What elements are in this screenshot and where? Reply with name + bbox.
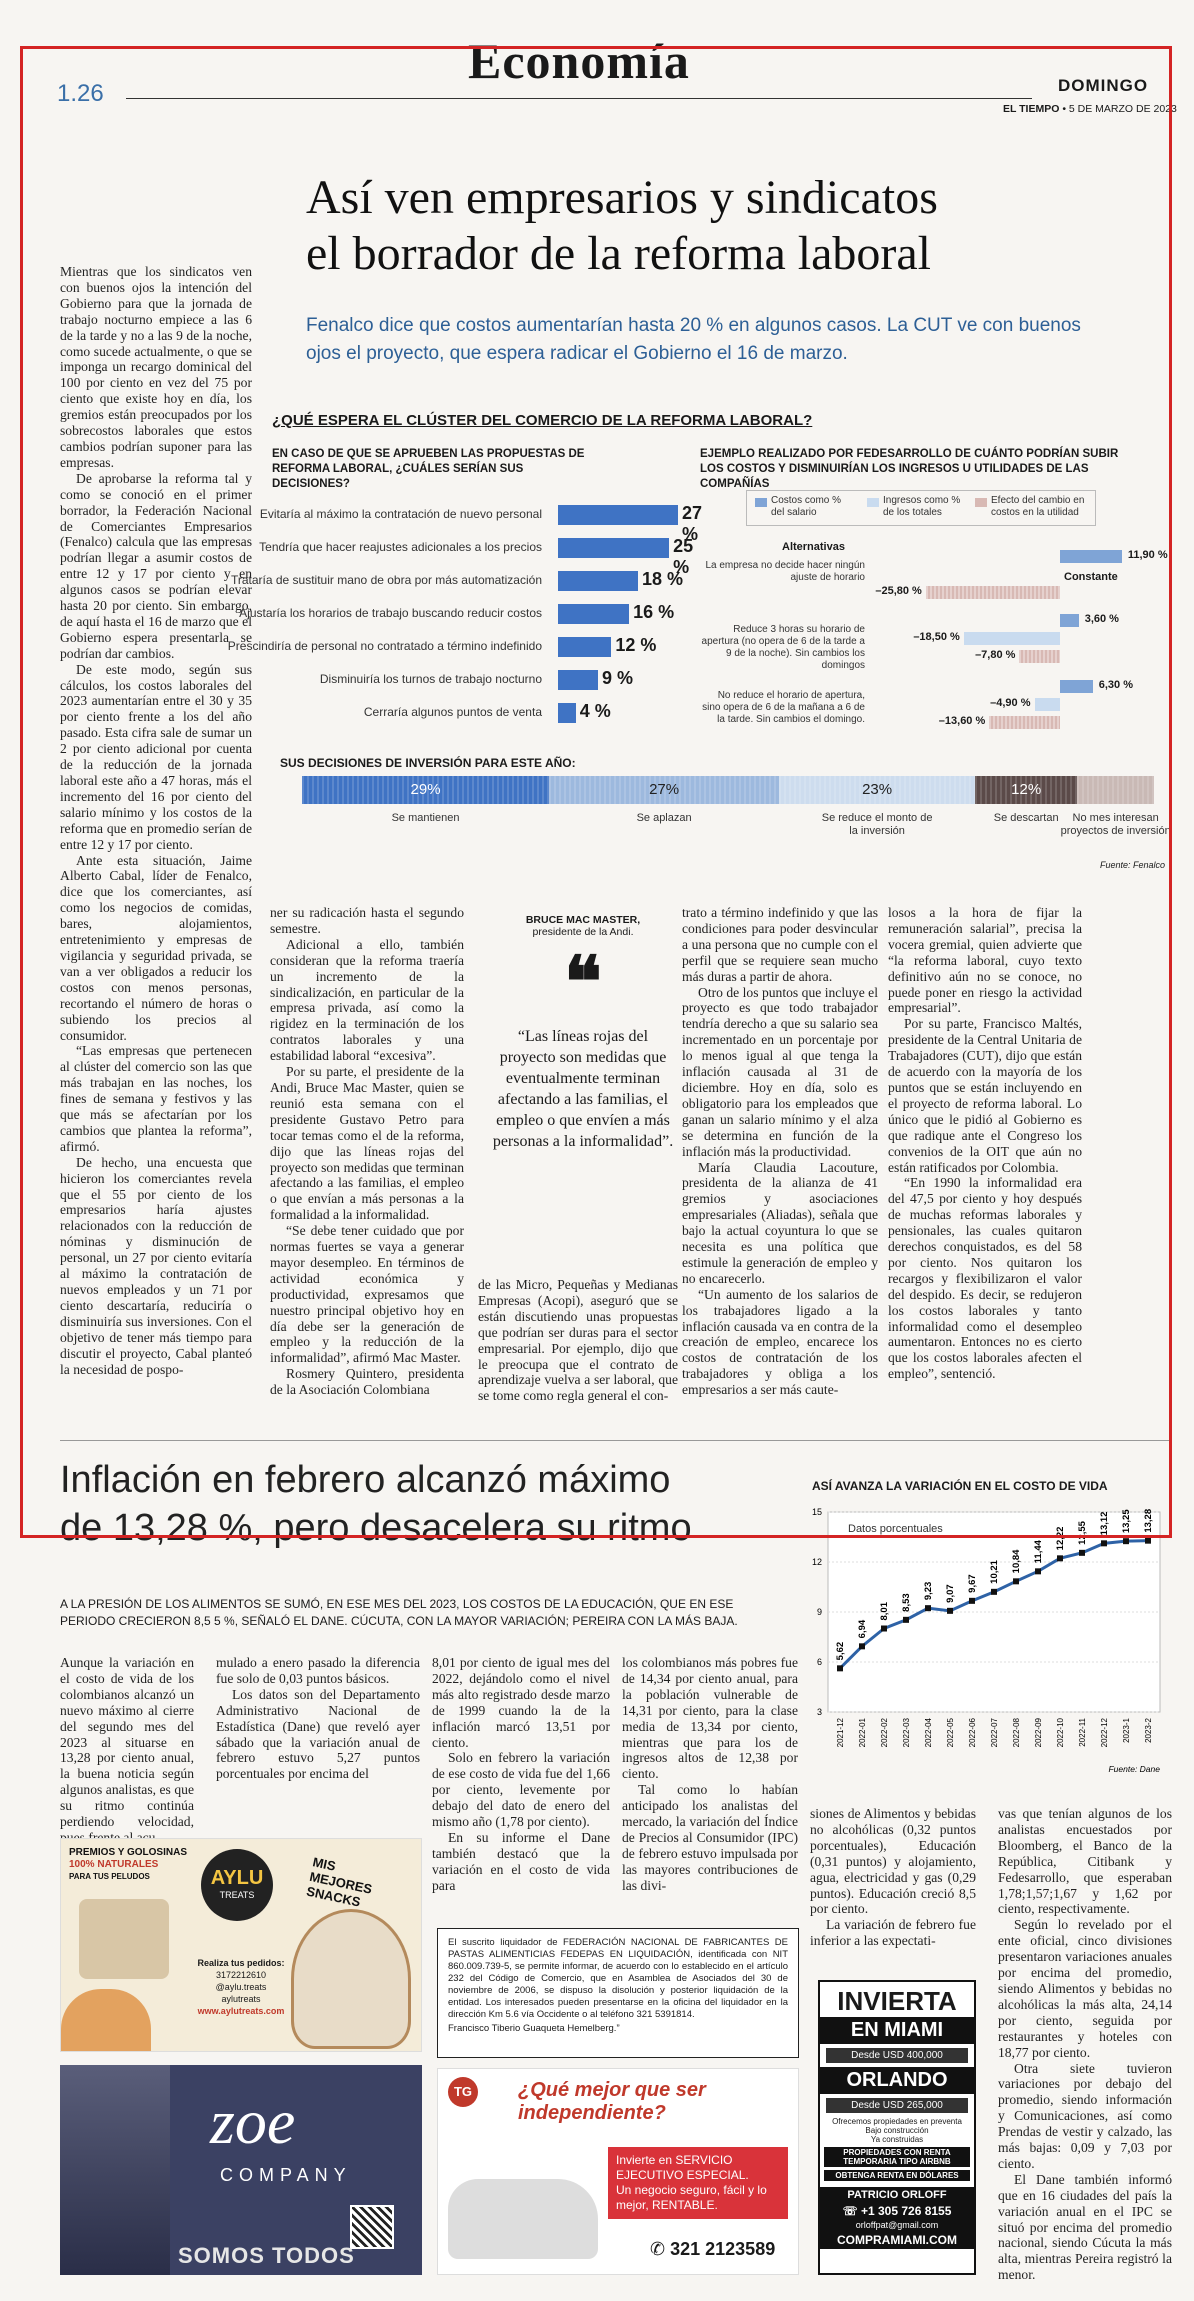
infographic-title: ¿QUÉ ESPERA EL CLÚSTER DEL COMERCIO DE LA REFORMA LABORAL? [272, 412, 813, 429]
paragraph: Otro de los puntos que incluye el proyecto es que todo trabajador tendría derecho a que su salario sea incrementado en un porcentaje por lo menos igual al que tenga la inflación causada al 31 de diciembre. Hoy en día, solo es obligatorio para los empleados que ganan un salario mínimo y el alza se determina en función de la inflación más la productividad. [682, 984, 878, 1159]
notice-text: El suscrito liquidador de FEDERACIÓN NACIONAL DE FABRICANTES DE PASTAS ALIMENTICIAS FEDEPAS EN LIQUIDACIÓN, identificada con NIT 860.009.739-5, se permite informar, de acuerdo con lo establecido en el artículo 232 del Código de Comercio, que en Asamblea de Asociados del 30 de noviembre de 2006, se dispuso la disolución y posterior liquidación de la entidad. Los interesados pueden presentarse en la oficina del liquidador en la dirección Km 5.6 vía Occidente o al teléfono 321 5391814. [448, 1937, 788, 2020]
data-point [947, 1608, 953, 1614]
cat-image [61, 1989, 151, 2052]
legend-income: Ingresos como % de los totales [883, 495, 961, 518]
aylu-line1: PREMIOS Y GOLOSINAS [69, 1847, 187, 1858]
fed-value-label: 6,30 % [1098, 679, 1133, 691]
fed-value-label: –13,60 % [938, 715, 986, 727]
constant-head: Constante [1064, 571, 1118, 583]
miami-phone-number: +1 305 726 8155 [860, 2204, 952, 2218]
zoe-ad[interactable] [60, 2065, 422, 2275]
miami-t5: OBTENGA RENTA EN DÓLARES [824, 2170, 970, 2181]
page-number: 1.26 [57, 80, 104, 107]
tg-line1: Invierte en SERVICIO EJECUTIVO ESPECIAL. [616, 2153, 749, 2182]
miami-h2: EN MIAMI [820, 2017, 974, 2044]
miami-email: orloffpat@gmail.com [820, 2219, 974, 2231]
aylu-ad[interactable] [60, 1838, 422, 2052]
tg-question: ¿Qué mejor que ser independiente? [518, 2079, 706, 2124]
data-label: 10,84 [1011, 1549, 1022, 1574]
y-axis-label: Datos porcentuales [848, 1523, 943, 1535]
miami-h1: INVIERTA [837, 1986, 957, 2016]
data-point [837, 1665, 843, 1671]
tg-offer [608, 2147, 788, 2219]
miami-t2: Bajo construcción [865, 2126, 929, 2135]
data-label: 13,28 [1143, 1508, 1154, 1533]
miami-t1: Ofrecemos propiedades en preventa [832, 2117, 962, 2126]
chart-source: Fuente: Dane [1108, 1764, 1160, 1774]
stack-value-label: 29% [410, 781, 441, 798]
article2-title-line2: de 13,28 %, pero desacelera su ritmo [60, 1507, 692, 1549]
bar-value-label: 25 % [673, 536, 694, 577]
bar-value-label: 4 % [579, 701, 611, 721]
article1-title-line1: Así ven empresarios y sindicatos [306, 171, 938, 224]
tg-phone-number: 321 2123589 [670, 2239, 776, 2259]
data-point [1123, 1538, 1129, 1544]
qr-code [350, 2205, 394, 2249]
bar-value-label: 27 % [682, 503, 703, 544]
zoe-tag: SOMOS TODOS [178, 2243, 355, 2268]
bar-category-label: Ajustaría los horarios de trabajo buscando reducir costos [239, 606, 542, 620]
paragraph: “Las empresas que pertenecen al clúster del comercio son las que más trabajan en las noches, los fines de semana y festivos y las que más se afectarían por los cambios que plantea la reforma”, afirmó. [60, 1043, 252, 1154]
legend-costs: Costos como % del salario [771, 495, 842, 518]
person-image [60, 2065, 170, 2275]
paragraph: María Claudia Lacouture, presidenta de la alianza de 41 gremios y asociaciones empresariales (Aliadas), señala que bajo la actual coyuntura lo que se necesita es una política que estimule la generación de empleo y no encarecerlo. [682, 1159, 878, 1286]
notice-sign: Francisco Tiberio Guaqueta Hemelberg.” [448, 2023, 620, 2034]
article2-col1 [60, 1655, 194, 1846]
paragraph: vas que tenían algunos de los analistas encuestados por Bloomberg, el Banco de la República, Citibank y Fedesarrollo, que esperaban 1,78;1,57;1,67 y 1,62 por ciento, respectivamente. [998, 1806, 1172, 1917]
aylu-text [69, 1847, 187, 1883]
data-label: 13,12 [1099, 1511, 1110, 1536]
aylu-brand2: TREATS [219, 1890, 255, 1900]
x-tick-label: 2022-05 [946, 1718, 955, 1748]
paragraph: “Un aumento de los salarios de los trabajadores ligado a la inflación causada va en contra de la creación de empleo, encarece los costos de contratación de los trabajadores y obliga a los empresarios a ser más caute- [682, 1286, 878, 1398]
paragraph: De hecho, una encuesta que hicieron los comerciantes revela que el 55 por ciento de los empresarios haría ajustes relacionados con la reducción de nóminas y disminución de personal, un 27 por ciento evitaría al máximo la contratación de nuevos empleados y un 71 por ciento descartaría, reduciría o disminuiría sus inversiones. Con el objetivo de tener más tiempo para discutir el proyecto, Cabal planteó la necesidad de pospo- [60, 1154, 252, 1377]
data-label: 10,21 [989, 1560, 1000, 1584]
miami-t3: Ya construidas [870, 2135, 924, 2144]
paragraph: “Se debe tener cuidado que por normas fuertes se vaya a generar mayor desempleo. En términos de actividad económica y productividad, expresamos que nuestro principal objetivo hoy en día debe ser la generación de empleo y la reducción de la informalidad”, afirmó Mac Master. [270, 1223, 464, 1366]
data-point [1101, 1540, 1107, 1546]
fed-value-label: –18,50 % [913, 631, 960, 643]
paragraph: mulado a enero pasado la diferencia fue solo de 0,03 puntos básicos. [216, 1655, 420, 1686]
miami-h3: ORLANDO [820, 2067, 974, 2094]
data-point [1145, 1538, 1151, 1544]
data-label: 9,23 [923, 1581, 934, 1601]
quote-name: BRUCE MAC MASTER, [525, 914, 641, 926]
fed-value-label: –4,90 % [990, 697, 1031, 709]
x-tick-label: 2022-10 [1056, 1718, 1065, 1748]
brand-name: EL TIEMPO [1003, 103, 1060, 115]
data-point [1035, 1568, 1041, 1574]
miami-t4: PROPIEDADES CON RENTA TEMPORARIA TIPO AIRBNB [824, 2147, 970, 2167]
fedesarrollo-title: EJEMPLO REALIZADO POR FEDESARROLLO DE CUÁNTO PODRÍAN SUBIR LOS COSTOS Y DISMINUIRÍAN LOS INGRESOS U UTILIDADES DE LAS COMPAÑÍAS [700, 448, 1119, 490]
aylu-brand: AYLU [210, 1867, 264, 1889]
article1-subtitle: Fenalco dice que costos aumentarían hasta 20 % en algunos casos. La CUT ve con buenos ojos el proyecto, que espera radicar el Gobierno el 16 de marzo. [306, 315, 1081, 364]
fed-value-label: –7,80 % [975, 649, 1016, 661]
miami-name: PATRICIO ORLOFF [820, 2187, 974, 2203]
car-image [448, 2179, 598, 2259]
x-tick-label: 2021-12 [836, 1718, 845, 1748]
paragraph: Ante esta situación, Jaime Alberto Cabal, líder de Fenalco, dice que los comerciantes, así como los negocios de comidas, bares, alojamientos, entretenimiento y empresas de vigilancia y seguridad privada, se van a ver obligados a reducir los costos con menos personas, recortando el número de horas o subiendo los precios al consumidor. [60, 852, 252, 1043]
x-tick-label: 2022-09 [1034, 1718, 1043, 1748]
paragraph: Los datos son del Departamento Administrativo Nacional de Estadística (Dane) que reveló ayer sábado que la variación anual de febrero estuvo 5,27 puntos porcentuales por encima del [216, 1686, 420, 1782]
y-tick-label: 3 [816, 1707, 822, 1717]
bar-category-label: Evitaría al máximo la contratación de nuevo personal [259, 507, 542, 521]
section-title: Economía [468, 33, 690, 89]
x-tick-label: 2023-1 [1122, 1718, 1131, 1743]
paragraph: ner su radicación hasta el segundo semestre. [270, 905, 464, 936]
aylu-line3: PARA TUS PELUDOS [69, 1872, 150, 1881]
investment-title: SUS DECISIONES DE INVERSIÓN PARA ESTE AÑO: [280, 756, 576, 770]
aylu-web: www.aylutreats.com [197, 2006, 285, 2016]
y-tick-label: 9 [816, 1607, 822, 1617]
paragraph: Aunque la variación en el costo de vida de los colombianos alcanzó un nuevo máximo al cierre del segundo mes del 2023 al situarse en 13,28 por ciento anual, la buena noticia según algunos analistas, es que su ritmo continúa perdiendo velocidad, [60, 1655, 194, 1830]
aylu-logo [201, 1849, 273, 1921]
article1-title-line2: el borrador de la reforma laboral [306, 227, 932, 280]
miami-ad[interactable] [818, 1980, 976, 2275]
alternative-label: La empresa no decide hacer ningún ajuste de horario [705, 560, 865, 583]
article2-col5 [810, 1806, 976, 1949]
paragraph: En su informe el Dane también destacó que la variación en el costo de vida para [432, 1829, 610, 1893]
zoe-brand: zoe [210, 2086, 296, 2157]
aylu-fb: aylutreats [221, 1994, 261, 2004]
data-point [903, 1617, 909, 1623]
quote-text: “Las líneas rojas del proyecto son medidas que eventualmente terminan afectando a las familias, el empleo o que envíen a más personas a la informalidad”. [492, 1028, 674, 1150]
x-tick-label: 2023-2 [1144, 1718, 1153, 1743]
data-point [969, 1598, 975, 1604]
infographic-source: Fuente: Fenalco [1100, 860, 1166, 870]
header-day: DOMINGO [1058, 76, 1149, 95]
paragraph: trato a término indefinido y que las condiciones para poder desvincular a una persona que no cumple con el perfil que se requiere sean mucho más duras a partir de ahora. [682, 905, 878, 984]
paragraph: De este modo, según sus cálculos, los costos laborales del 2023 aumentarían entre el 30 y 35 por ciento frente a los del año pasado. Esta cifra sale de sumar un 2 por ciento adicional por cuenta de la reducción de la jornada laboral este año a 47 horas, más el incremento del 16 por ciento del salario mínimo y los costos de la reforma que en promedio serían de entre 12 y 17 por ciento. [60, 661, 252, 852]
dog-illustration [291, 1909, 411, 2049]
fed-value-label: –25,80 % [875, 585, 922, 597]
x-tick-label: 2022-02 [880, 1718, 889, 1748]
x-tick-label: 2022-08 [1012, 1718, 1021, 1748]
data-label: 13,25 [1121, 1509, 1132, 1534]
data-point [881, 1626, 887, 1632]
alternative-label: Reduce 3 horas su horario de apertura (no opera de 6 de la tarde a 9 de la noche). Sin cambios los domingos [701, 624, 865, 671]
paragraph: Adicional a ello, también consideran que la reforma traería un incremento de la sindicalización, en particular de la empresa privada, así como la rigidez en la terminación de los contratos laborales y una estabilidad laboral “excesiva”. [270, 936, 464, 1064]
fed-value-label: 11,90 % [1127, 549, 1168, 561]
quote-mark-icon: ❝ [564, 943, 602, 1021]
x-tick-label: 2022-11 [1078, 1718, 1087, 1747]
infographic-question: EN CASO DE QUE SE APRUEBEN LAS PROPUESTAS DE REFORMA LABORAL, ¿CUÁLES SERÍAN SUS DECISIONES? [272, 448, 585, 490]
paragraph: los colombianos más pobres fue de 14,34 por ciento anual, para la población vulnerable de 14,31 por ciento, para la clase media de 13,34 por ciento, mientras que para los de ingresos altos de 12,38 por ciento. [622, 1655, 798, 1782]
aylu-ig: @aylu.treats [215, 1982, 267, 1992]
data-label: 8,53 [901, 1593, 912, 1612]
bar-category-label: Trataría de sustituir mano de obra por más automatización [230, 573, 542, 587]
aylu-snacks: MIS MEJORES SNACKS [305, 1854, 374, 1910]
data-label: 12,22 [1055, 1526, 1066, 1551]
phone-icon: ✆ [650, 2239, 666, 2259]
paragraph: Otra siete tuvieron variaciones por debajo del promedio, siendo información y Comunicaciones, así como Prendas de vestir y calzado, las más bajas: 0,09 y 7,03 por ciento. [998, 2060, 1172, 2171]
zoe-sub: COMPANY [220, 2165, 352, 2185]
stack-value-label: 27% [649, 781, 680, 798]
data-label: 12,55 [1077, 1521, 1088, 1545]
x-tick-label: 2022-01 [858, 1718, 867, 1748]
stack-category-label: No mes interesan proyectos de inversión [1060, 812, 1171, 837]
paragraph: De aprobarse la reforma tal y como se conoció en el primer borrador, la Federación Nacional de Comerciantes Empresarios (Fenalco) calcula que las empresas podrían llegar a asumir costos de entre 12 y 17 por ciento y en algunos casos se podrían elevar hasta 20 por ciento. Sin embargo, de aquí hasta el 16 de marzo que el Gobierno espera presentarla se podrían dar cambios. [60, 470, 252, 661]
paragraph: Mientras que los sindicatos ven con buenos ojos la intención del Gobierno para que la jornada de trabajo nocturno empiece a las 6 de la tarde y no a las 9 de la noche, como sucede actualmente, o que se imponga un recargo dominical del 100 por ciento en vez del 75 por ciento que existe hoy en día, los gremios están preocupados por los sobrecostos laborales que estos cambios podrían suponer para las empresas. [60, 264, 252, 470]
data-label: 5,62 [835, 1641, 846, 1661]
paragraph: 8,01 por ciento de igual mes del 2022, dejándolo como el nivel más alto registrado desde marzo de 1999 cuando la de la inflación marcó 13,51 por ciento. [432, 1655, 610, 1750]
bar-category-label: Tendría que hacer reajustes adicionales a los precios [259, 540, 542, 554]
selection-frame [20, 46, 1172, 1538]
x-tick-label: 2022-03 [902, 1718, 911, 1748]
bar-category-label: Cerraría algunos puntos de venta [363, 705, 542, 719]
data-label: 6,94 [857, 1619, 868, 1639]
bar-value-label: 9 % [602, 668, 634, 688]
stack-value-label: 23% [862, 781, 893, 798]
data-point [1013, 1578, 1019, 1584]
y-tick-label: 15 [811, 1507, 822, 1517]
data-label: 8,01 [879, 1602, 890, 1621]
data-point [925, 1605, 931, 1611]
paragraph: Según lo revelado por el ente oficial, cinco divisiones presentaron variaciones anuales por encima del promedio, siendo Alimentos y bebidas no alcohólicas la más alta, 24,14 por ciento, seguida por restaurantes y hoteles con 18,77 por ciento. [998, 1917, 1172, 2060]
stack-category-label: Se descartan [993, 812, 1059, 824]
alternatives-head: Alternativas [782, 541, 845, 553]
x-tick-label: 2022-07 [990, 1718, 999, 1748]
paragraph: losos a la hora de fijar la remuneración salarial”, precisa la vocera gremial, quien advierte que “la reforma laboral, cuyo texto definitivo aún no se conoce, no puede poner en riesgo la actividad empresarial”. [888, 905, 1082, 1016]
data-label: 11,44 [1033, 1540, 1044, 1564]
data-label: 9,67 [967, 1574, 978, 1593]
paragraph: Por su parte, Francisco Maltés, presidente de la Central Unitaria de Trabajadores (CUT), dijo que están de acuerdo con la mayoría de los puntos que se están incluyendo en el proyecto de reforma laboral. Lo único que le pidió al Gobierno es que radique ante el Congreso los convenios de la OIT que aún no están ratificados por Colombia. [888, 1016, 1082, 1175]
paragraph: Por su parte, el presidente de la Andi, Bruce Mac Master, quien se reunió esta semana con el presidente Gustavo Petro para tocar temas como el de la reforma, dijo que las líneas rojas del proyecto son medidas que terminan afectando a las familias, el empleo o que envían a más personas a la formalidad a la informalidad. [270, 1064, 464, 1223]
paragraph: Rosmery Quintero, presidenta de la Asociación Colombiana [270, 1366, 464, 1398]
aylu-line2: 100% NATURALES [69, 1859, 159, 1870]
inflation-chart-title: ASÍ AVANZA LA VARIACIÓN EN EL COSTO DE VIDA [812, 1479, 1108, 1493]
legal-notice [437, 1928, 799, 2058]
bar-value-label: 18 % [642, 569, 684, 589]
bar-category-label: Prescindiría de personal no contratado a término indefinido [227, 639, 542, 653]
miami-price1: Desde USD 400,000 [826, 2048, 968, 2063]
paragraph: Solo en febrero la variación de ese costo de vida fue del 1,66 por ciento, levemente por debajo del dato de enero del mismo año (1,78 por ciento). [432, 1750, 610, 1830]
bar-category-label: Disminuiría los turnos de trabajo nocturno [319, 672, 542, 686]
article2-col4 [622, 1655, 798, 1894]
tg-ad[interactable] [437, 2068, 799, 2275]
data-point [1057, 1555, 1063, 1561]
data-point [1079, 1550, 1085, 1556]
miami-phone [820, 2203, 974, 2219]
data-label: 9,07 [945, 1584, 956, 1603]
x-tick-label: 2022-12 [1100, 1718, 1109, 1748]
whatsapp-icon: ☏ [842, 2204, 858, 2218]
y-tick-label: 12 [811, 1557, 822, 1567]
stack-category-label: Se aplazan [636, 812, 692, 824]
legend-effect: Efecto del cambio en costos en la utilidad [991, 495, 1085, 518]
stack-category-label: Se mantienen [391, 812, 460, 824]
article2-col3 [432, 1655, 610, 1894]
paragraph: El Dane también informó que en 16 ciudades del país la variación anual en el IPC se situó por encima del promedio nacional, siendo Cúcuta la más alta, mientras Pereira registró la menor. [998, 2171, 1172, 2283]
data-point [991, 1589, 997, 1595]
tg-logo: TG [448, 2077, 478, 2107]
paragraph: siones de Alimentos y bebidas no alcohólicas (0,32 puntos porcentuales), Educación (0,31 puntos) y alojamiento, agua, electricidad y gas (0,29 puntos). Educación creció 8,5 por ciento. [810, 1806, 976, 1917]
treat-jars-image [79, 1899, 169, 1979]
paragraph: de las Micro, Pequeñas y Medianas Empresas (Acopi), aseguró que se están discutiendo unas propuestas que podrían ser duras para el sector empresarial. Por ejemplo, dijo que le preocupa que el contrato de aprendizaje vuelva a ser laboral, que se tome como regla general el con- [478, 1277, 678, 1404]
data-point [859, 1643, 865, 1649]
tg-phone [650, 2239, 775, 2260]
stack-value-label: 12% [1011, 781, 1042, 798]
bar-value-label: 12 % [615, 635, 657, 655]
tg-line2: Un negocio seguro, fácil y lo mejor, RENTABLE. [616, 2183, 767, 2212]
stack-category-label: Se reduce el monto de la inversión [821, 812, 933, 837]
article2-kicker: A LA PRESIÓN DE LOS ALIMENTOS SE SUMÓ, EN ESE MES DEL 2023, LOS COSTOS DE LA EDUCACIÓN, QUE EN ESE PERIODO CRECIERON 8,5 5 %, SEÑALÓ EL DANE. CÚCUTA, CON LA MAYOR VARIACIÓN; PEREIRA CON LA MÁS BAJA. [60, 1597, 738, 1628]
article2-title-line1: Inflación en febrero alcanzó máximo [60, 1459, 671, 1501]
alternative-label: No reduce el horario de apertura, sino opera de 6 de la mañana a 6 de la tarde. Sin cambios el domingo. [702, 690, 865, 725]
paragraph: La variación de febrero fue inferior a las expectati- [810, 1917, 976, 1949]
aylu-order: Realiza tus pedidos: [197, 1958, 285, 1968]
x-tick-label: 2022-04 [924, 1718, 933, 1748]
bar-value-label: 16 % [633, 602, 675, 622]
header-date: • 5 DE MARZO DE 2023 [1062, 103, 1177, 115]
paragraph: Tal como lo habían anticipado los analistas del mercado, la variación del Índice de Precios al Consumidor (IPC) de febrero estuvo impulsada por las mayores contribuciones de las divi- [622, 1782, 798, 1893]
miami-price2: Desde USD 265,000 [826, 2098, 968, 2113]
paragraph: “En 1990 la informalidad era del 47,5 por ciento y hoy después de muchas reformas laborales y pensionales, las cuales quitaron derechos conquistados, es del 58 por ciento. Nos quitaron los recargos y flexibilizaron el valor del despido. Es decir, se redujeron los costos laborales y tanto informalidad como el desempleo aumentaron. Entonces no es cierto que los costos laborales afecten el empleo”, sentenció. [888, 1175, 1082, 1382]
article2-col2 [216, 1655, 420, 1782]
quote-role: presidente de la Andi. [532, 926, 634, 938]
y-tick-label: 6 [816, 1657, 822, 1667]
aylu-contact [191, 1957, 291, 2017]
fed-value-label: 3,60 % [1084, 613, 1119, 625]
article2-col6 [998, 1806, 1172, 2283]
x-tick-label: 2022-06 [968, 1718, 977, 1748]
miami-web: COMPRAMIAMI.COM [820, 2231, 974, 2249]
aylu-phone: 3172212610 [215, 1970, 267, 1980]
